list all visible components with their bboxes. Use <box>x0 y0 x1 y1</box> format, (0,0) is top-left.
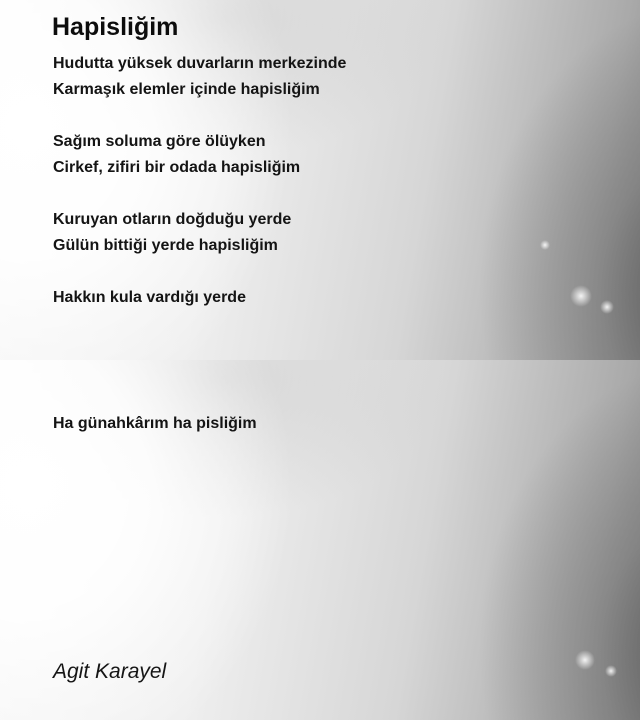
light-sparkle <box>540 240 550 250</box>
poem-line-8: Ha günahkârım ha pisliğim <box>53 415 257 432</box>
poem-title: Hapisliğim <box>52 13 179 41</box>
poem-line-5: Kuruyan otların doğduğu yerde <box>53 211 292 228</box>
light-sparkle <box>575 650 595 670</box>
poem-panel-bottom <box>0 360 640 720</box>
poem-line-4: Cirkef, zifiri bir odada hapisliğim <box>53 159 301 176</box>
light-sparkle <box>570 285 592 307</box>
light-sparkle <box>605 665 617 677</box>
poem-line-1: Hudutta yüksek duvarların merkezinde <box>53 55 347 72</box>
poem-author: Agit Karayel <box>53 660 167 683</box>
poem-line-2: Karmaşık elemler içinde hapisliğim <box>53 81 320 98</box>
poem-line-7: Hakkın kula vardığı yerde <box>53 289 246 306</box>
poem-line-6: Gülün bittiği yerde hapisliğim <box>53 237 278 254</box>
poem-line-3: Sağım soluma göre ölüyken <box>53 133 266 150</box>
light-sparkle <box>600 300 614 314</box>
